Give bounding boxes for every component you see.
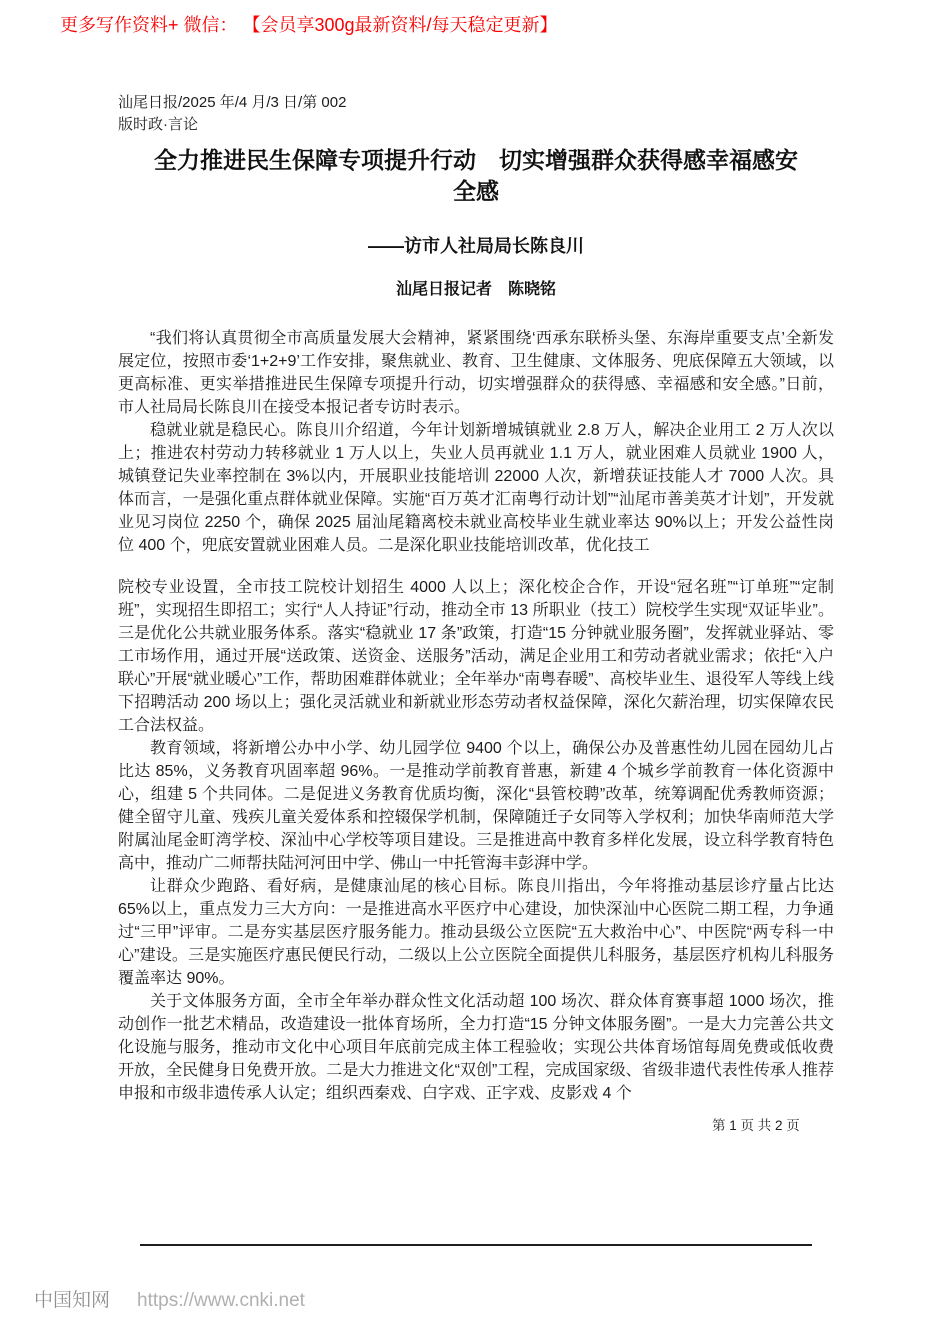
source-line-2: 版时政·言论 xyxy=(118,116,198,133)
article-body xyxy=(118,327,834,1105)
paragraph-education: 教育领域，将新增公办中小学、幼儿园学位 9400 个以上，确保公办及普惠性幼儿园在园幼儿占比达 85%，义务教育巩固率超 96%。一是推动学前教育普惠，新建 4 个城乡学前教育一体化资源中心，组建 5 个共同体。二是促进义务教育优质均衡，深化“县管校聘”改革，统筹调配优秀教师资源；健全留守儿童、残疾儿童关爱体系和控辍保学机制，保障随迁子女同等入学权利；加快华南师范大学附属汕尾金町湾学校、深汕中心学校等项目建设。三是推进高中教育多样化发展，设立科学教育特色高中，推动广二师帮扶陆河河田中学、佛山一中托管海丰彭湃中学。 xyxy=(118,740,834,872)
paragraph-health: 让群众少跑路、看好病，是健康汕尾的核心目标。陈良川指出，今年将推动基层诊疗量占比达 65%以上，重点发力三大方向：一是推进高水平医疗中心建设，加快深汕中心医院二期工程，力争通过“三甲”评审。二是夯实基层医疗服务能力。推动县级公立医院“五大救治中心”、中医院“两专科一中心”建设。三是实施医疗惠民便民行动，二级以上公立医院全面提供儿科服务，基层医疗机构儿科服务覆盖率达 90%。 xyxy=(118,878,834,987)
article xyxy=(118,92,834,1105)
article-subtitle: ——访市人社局局长陈良川 xyxy=(368,236,584,256)
paragraph-culture-sports: 关于文体服务方面，全市全年举办群众性文化活动超 100 场次、群众体育赛事超 1000 场次，推动创作一批艺术精品，改造建设一批体育场所，全力打造“15 分钟文体服务圈”。一是大力完善公共文化设施与服务，推动市文化中心项目年底前完成主体工程验收；实现公共体育场馆每周免费或低收费开放，全民健身日免费开放。二是大力推进文化“双创”工程，完成国家级、省级非遗代表性传承人推荐申报和市级非遗传承人认定；组织西秦戏、白字戏、正字戏、皮影戏 4 个 xyxy=(118,993,834,1102)
cnki-url-text: https://www.cnki.net xyxy=(137,1290,305,1311)
source-info xyxy=(118,92,834,136)
cnki-brand-text: 中国知网 xyxy=(34,1290,111,1311)
page-number: 第 1 页 共 2 页 xyxy=(712,1118,800,1133)
paragraph-employment: 稳就业就是稳民心。陈良川介绍道，今年计划新增城镇就业 2.8 万人，解决企业用工 2 万人次以上；推进农村劳动力转移就业 1 万人以上，失业人员再就业 1.1 万人，就业困难人员就业 1900 人，城镇登记失业率控制在 3%以内，开展职业技能培训 22000 人次，新增获证技能人才 7000 人次。具体而言，一是强化重点群体就业保障。实施“百万英才汇南粤行动计划”“汕尾市善美英才计划”，开发就业见习岗位 2250 个，确保 2025 届汕尾籍离校未就业高校毕业生就业率达 90%以上；开发公益性岗位 400 个，兜底安置就业困难人员。二是深化职业技能培训改革，优化技工 xyxy=(118,422,834,554)
footer-divider xyxy=(140,1244,812,1246)
promo-banner xyxy=(60,13,558,37)
promo-banner-text: 更多写作资料+ 微信： 【会员享300g最新资料/每天稳定更新】 xyxy=(60,15,558,35)
source-line-1: 汕尾日报/2025 年/4 月/3 日/第 002 xyxy=(118,94,347,111)
article-byline: 汕尾日报记者 陈晓铭 xyxy=(395,281,556,298)
article-title: 全力推进民生保障专项提升行动 切实增强群众获得感幸福感安全感 xyxy=(154,147,798,204)
paragraph-intro: “我们将认真贯彻全市高质量发展大会精神，紧紧围绕‘西承东联桥头堡、东海岸重要支点’全新发展定位，按照市委‘1+2+9’工作安排，聚焦就业、教育、卫生健康、文体服务、兜底保障五大领域，以更高标准、更实举措推进民生保障专项提升行动，切实增强群众的获得感、幸福感和安全感。”日前，市人社局局长陈良川在接受本报记者专访时表示。 xyxy=(118,330,834,416)
paragraph-employment-continued: 院校专业设置，全市技工院校计划招生 4000 人以上；深化校企合作，开设“冠名班”“订单班”“定制班”，实现招生即招工；实行“人人持证”行动，推动全市 13 所职业（技工）院校学生实现“双证毕业”。三是优化公共就业服务体系。落实“稳就业 17 条”政策，打造“15 分钟就业服务圈”，发挥就业驿站、零工市场作用，通过开展“送政策、送资金、送服务”活动，满足企业用工和劳动者就业需求；依托“入户联心”开展“就业暖心”工作，帮助困难群体就业；全年举办“南粤春暖”、高校毕业生、退役军人等线上线下招聘活动 200 场以上；强化灵活就业和新就业形态劳动者权益保障，深化欠薪治理，切实保障农民工合法权益。 xyxy=(118,579,834,734)
cnki-watermark xyxy=(34,1288,305,1314)
